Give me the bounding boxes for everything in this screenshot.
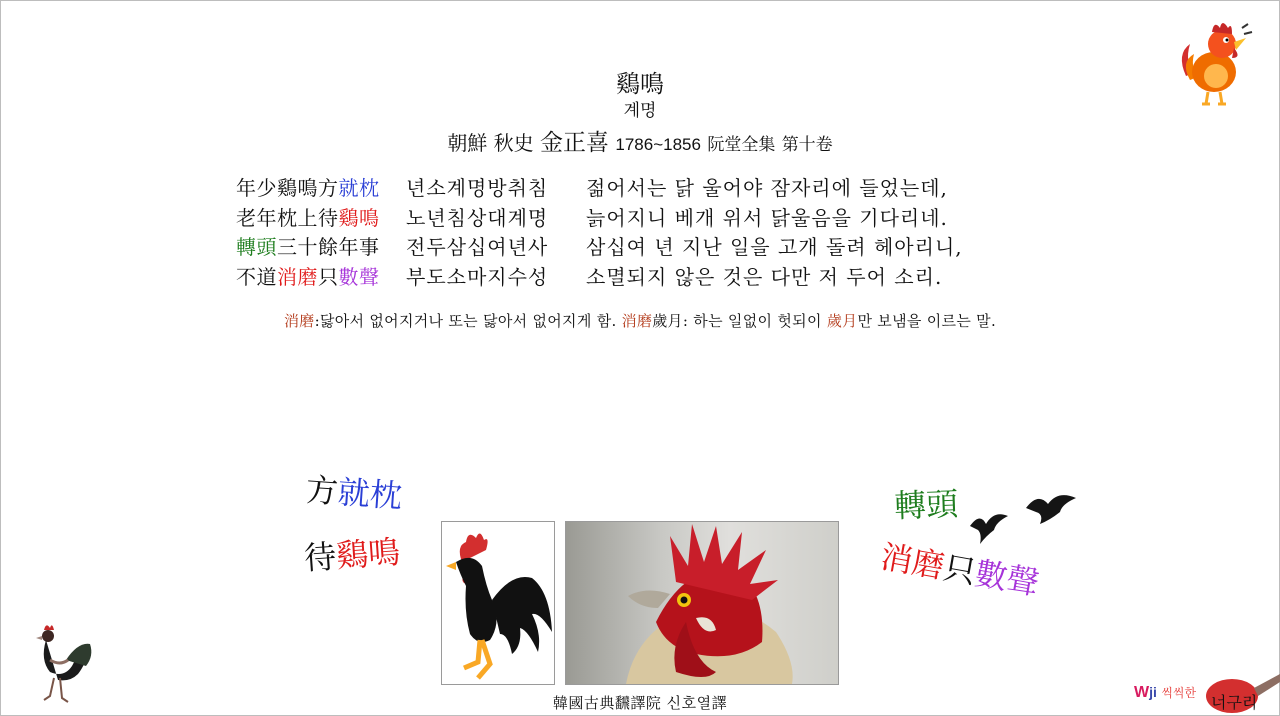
poem-line-han: 年少鷄鳴方就枕	[236, 176, 380, 200]
poem-line-translation: 젊어서는 닭 울어야 잠자리에 들었는데,	[586, 176, 948, 200]
vocab-note: 消磨:닳아서 없어지거나 또는 닳아서 없어지게 함. 消磨歲月: 하는 일없이 헛되이 歲月만 보냄을 이르는 말.	[283, 312, 997, 330]
poem-title: 鷄鳴	[616, 70, 664, 98]
source-book: 阮堂全集	[707, 135, 776, 155]
author-name: 金正喜	[540, 130, 610, 156]
channel-logo: Wji 씩씩한	[1134, 684, 1197, 701]
highlight-zhuantou: 轉頭	[893, 484, 959, 526]
poem-line-1	[236, 174, 963, 204]
silhouette-rooster-picture	[441, 521, 555, 685]
poem-line-translation: 삼십여 년 지난 일을 고개 돌려 헤아리니,	[586, 235, 963, 259]
author-prefix: 朝鮮 秋史	[447, 131, 534, 155]
highlight-xiaomo-shusheng: 消磨只數聲	[877, 537, 1042, 603]
highlight-dai-jiming: 待鷄鳴	[302, 532, 402, 578]
poem-line-han: 不道消磨只數聲	[236, 264, 380, 289]
poem-line-translation: 늙어지니 베개 위서 닭울음을 기다리네.	[586, 205, 948, 230]
source-volume: 第十卷	[781, 135, 833, 155]
poem-title-reading: 계명	[623, 101, 657, 121]
poem-line-translation: 소멸되지 않은 것은 다만 저 두어 소리.	[586, 264, 943, 289]
author-line	[0, 124, 1280, 157]
channel-logo-name: 너구리	[1211, 695, 1258, 712]
poem-line-2	[236, 204, 963, 234]
poem-line-4	[236, 263, 963, 293]
highlight-fang-jiuzhen: 方就枕	[304, 470, 404, 516]
poem-line-3	[236, 233, 963, 263]
author-dates: 1786~1856	[615, 135, 701, 154]
poem-line-reading: 전두삼십여년사	[406, 235, 549, 259]
rooster-photo	[565, 521, 839, 685]
translation-credit: 韓國古典飜譯院 신호열譯	[552, 694, 728, 712]
poem-line-han: 轉頭三十餘年事	[236, 235, 380, 259]
flying-bird-icon	[966, 506, 1012, 546]
flying-bird-icon	[1024, 490, 1078, 530]
poem-line-reading: 년소계명방취침	[406, 176, 549, 200]
silhouette-rooster-icon	[442, 522, 554, 684]
poem-line-reading: 노년침상대계명	[406, 205, 549, 230]
poem-line-reading: 부도소마지수성	[406, 264, 549, 289]
poem-body	[236, 174, 963, 292]
poem-line-han: 老年枕上待鷄鳴	[236, 205, 380, 230]
